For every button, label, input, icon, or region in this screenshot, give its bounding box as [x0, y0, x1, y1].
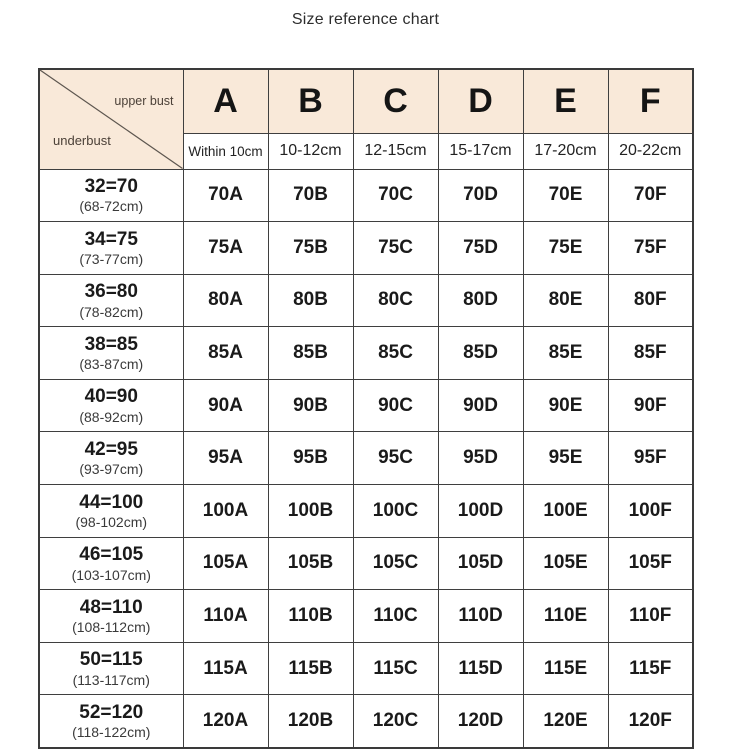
size-cell: 120B [268, 695, 353, 748]
size-cell: 110D [438, 590, 523, 643]
size-cell: 95F [608, 432, 693, 485]
size-cell: 90A [183, 379, 268, 432]
size-cell: 80D [438, 274, 523, 327]
size-cell: 110C [353, 590, 438, 643]
size-cell: 75F [608, 222, 693, 275]
column-range-b: 10-12cm [268, 133, 353, 169]
underbust-size: 40=90 [84, 386, 138, 408]
size-cell: 105E [523, 537, 608, 590]
size-cell: 90C [353, 379, 438, 432]
table-row [39, 432, 693, 485]
column-range-c: 12-15cm [353, 133, 438, 169]
size-cell: 100E [523, 485, 608, 538]
row-header [39, 642, 183, 695]
table-row [39, 695, 693, 748]
underbust-range: (98-102cm) [75, 513, 148, 530]
size-cell: 110F [608, 590, 693, 643]
underbust-size: 38=85 [84, 333, 138, 355]
table-row [39, 274, 693, 327]
underbust-label: underbust [53, 132, 111, 148]
size-cell: 115B [268, 642, 353, 695]
row-header [39, 695, 183, 748]
size-cell: 95A [183, 432, 268, 485]
underbust-range: (93-97cm) [79, 461, 144, 478]
underbust-size: 50=115 [79, 649, 143, 671]
underbust-range: (113-117cm) [72, 671, 150, 688]
size-cell: 85D [438, 327, 523, 380]
size-cell: 75E [523, 222, 608, 275]
underbust-size: 42=95 [84, 439, 138, 461]
size-cell: 95B [268, 432, 353, 485]
size-cell: 120D [438, 695, 523, 748]
column-range-f: 20-22cm [608, 133, 693, 169]
size-cell: 85B [268, 327, 353, 380]
size-cell: 70E [523, 169, 608, 222]
size-cell: 100A [183, 485, 268, 538]
column-range-d: 15-17cm [438, 133, 523, 169]
size-cell: 120A [183, 695, 268, 748]
diagonal-divider-line [40, 70, 183, 169]
size-cell: 90F [608, 379, 693, 432]
row-header [39, 432, 183, 485]
size-cell: 115F [608, 642, 693, 695]
page-title: Size reference chart [291, 11, 440, 28]
underbust-range: (68-72cm) [79, 198, 144, 215]
column-header-d: D [438, 69, 523, 133]
size-cell: 70F [608, 169, 693, 222]
size-cell: 90E [523, 379, 608, 432]
size-cell: 70B [268, 169, 353, 222]
underbust-size: 48=110 [79, 596, 143, 618]
size-cell: 95E [523, 432, 608, 485]
size-cell: 115A [183, 642, 268, 695]
size-cell: 100C [353, 485, 438, 538]
size-cell: 90B [268, 379, 353, 432]
size-cell: 105C [353, 537, 438, 590]
column-range-e: 17-20cm [523, 133, 608, 169]
table-row [39, 379, 693, 432]
table-row [39, 169, 693, 222]
size-cell: 95C [353, 432, 438, 485]
size-cell: 110B [268, 590, 353, 643]
column-header-c: C [353, 69, 438, 133]
cup-letter-row [39, 69, 693, 133]
row-header [39, 379, 183, 432]
size-cell: 105A [183, 537, 268, 590]
row-header [39, 537, 183, 590]
size-cell: 120F [608, 695, 693, 748]
underbust-size: 36=80 [84, 281, 138, 303]
underbust-range: (118-122cm) [72, 724, 151, 741]
row-header [39, 169, 183, 222]
size-cell: 110A [183, 590, 268, 643]
size-cell: 85A [183, 327, 268, 380]
size-cell: 70C [353, 169, 438, 222]
size-cell: 80F [608, 274, 693, 327]
size-cell: 100F [608, 485, 693, 538]
size-cell: 80B [268, 274, 353, 327]
size-cell: 75C [353, 222, 438, 275]
size-cell: 70A [183, 169, 268, 222]
size-cell: 115C [353, 642, 438, 695]
size-cell: 90D [438, 379, 523, 432]
table-row [39, 485, 693, 538]
column-header-b: B [268, 69, 353, 133]
size-cell: 75A [183, 222, 268, 275]
size-cell: 100D [438, 485, 523, 538]
underbust-range: (108-112cm) [72, 619, 151, 636]
size-cell: 85E [523, 327, 608, 380]
table-row [39, 222, 693, 275]
underbust-range: (103-107cm) [71, 566, 151, 583]
size-cell: 75B [268, 222, 353, 275]
underbust-size: 46=105 [79, 544, 144, 566]
underbust-size: 52=120 [79, 701, 144, 723]
size-cell: 105D [438, 537, 523, 590]
size-cell: 80C [353, 274, 438, 327]
underbust-range: (73-77cm) [79, 250, 144, 267]
size-cell: 110E [523, 590, 608, 643]
table-row [39, 327, 693, 380]
row-header [39, 274, 183, 327]
underbust-size: 34=75 [84, 228, 138, 250]
size-cell: 80A [183, 274, 268, 327]
size-cell: 85F [608, 327, 693, 380]
size-cell: 70D [438, 169, 523, 222]
size-cell: 105F [608, 537, 693, 590]
size-cell: 120E [523, 695, 608, 748]
column-range-a: Within 10cm [183, 133, 268, 169]
size-cell: 120C [353, 695, 438, 748]
row-header [39, 222, 183, 275]
size-cell: 105B [268, 537, 353, 590]
size-cell: 80E [523, 274, 608, 327]
table-row [39, 537, 693, 590]
underbust-size: 44=100 [79, 491, 144, 513]
underbust-range: (78-82cm) [79, 303, 144, 320]
column-header-a: A [183, 69, 268, 133]
size-cell: 75D [438, 222, 523, 275]
size-cell: 85C [353, 327, 438, 380]
size-reference-table [38, 68, 694, 749]
size-cell: 115E [523, 642, 608, 695]
underbust-size: 32=70 [84, 176, 138, 198]
underbust-range: (88-92cm) [79, 408, 144, 425]
row-header [39, 327, 183, 380]
table-row [39, 590, 693, 643]
upper-bust-label: upper bust [114, 94, 174, 108]
row-header [39, 485, 183, 538]
column-header-f: F [608, 69, 693, 133]
underbust-range: (83-87cm) [79, 356, 144, 373]
row-header [39, 590, 183, 643]
size-cell: 95D [438, 432, 523, 485]
table-row [39, 642, 693, 695]
corner-cell [39, 69, 183, 169]
column-header-e: E [523, 69, 608, 133]
size-cell: 100B [268, 485, 353, 538]
size-cell: 115D [438, 642, 523, 695]
